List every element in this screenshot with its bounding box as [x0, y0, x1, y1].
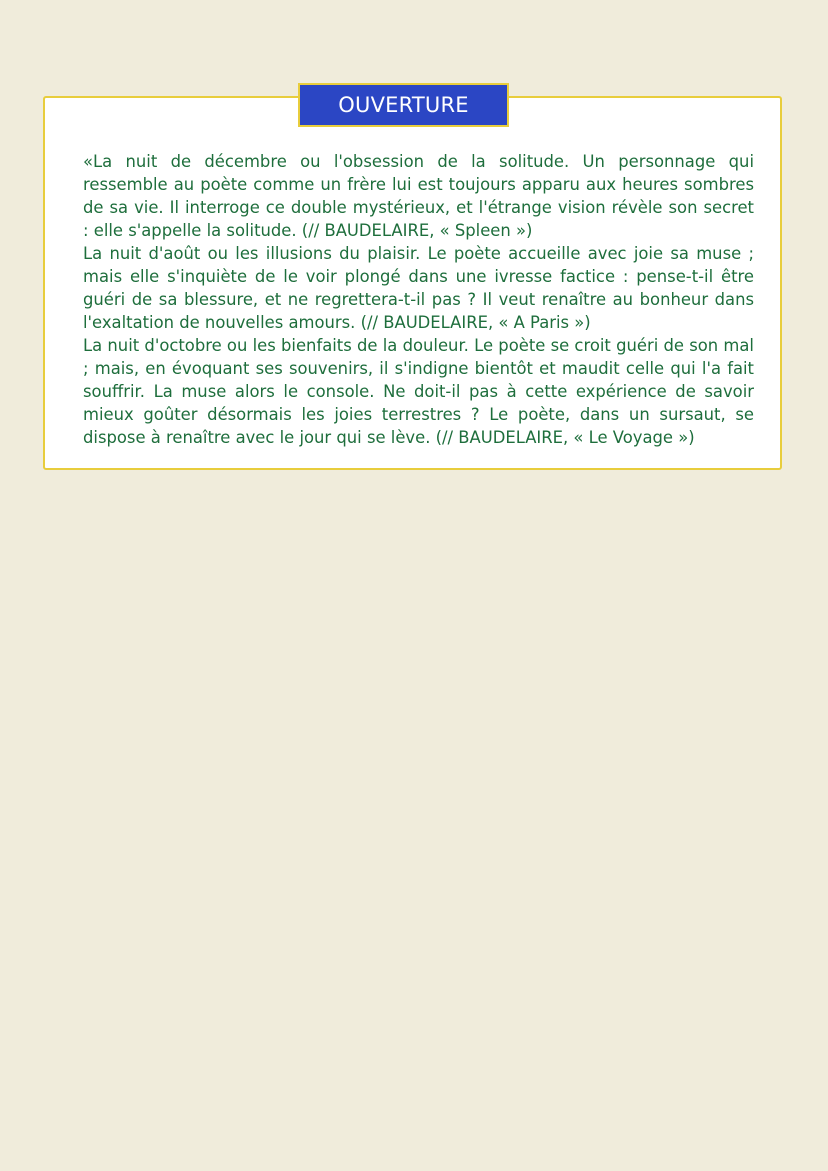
paragraph-nuit-d-octobre: La nuit d'octobre ou les bienfaits de la douleur. Le poète se croit guéri de son mal ; mais, en évoquant ses souvenirs, il s'indigne bientôt et maudit celle qui l'a fait souffrir. La muse alors le console. Ne doit-il pas à cette expérience de savoir mieux goûter désormais les joies terrestres ? Le poète, dans un sursaut, se dispose à renaître avec le jour qui se lève. (// BAUDELAIRE, « Le Voyage »): [83, 336, 754, 447]
paragraph-nuit-de-decembre: «La nuit de décembre ou l'obsession de la solitude. Un personnage qui ressemble au poète comme un frère lui est toujours apparu aux heures sombres de sa vie. Il interroge ce double mystérieux, et l'étrange vision révèle son secret : elle s'appelle la solitude. (// BAUDELAIRE, « Spleen »): [83, 152, 754, 240]
paragraph-nuit-d-aout: La nuit d'août ou les illusions du plaisir. Le poète accueille avec joie sa muse ; mais elle s'inquiète de le voir plongé dans une ivresse factice : pense-t-il être guéri de sa blessure, et ne regrettera-t-il pas ? Il veut renaître au bonheur dans l'exaltation de nouvelles amours. (// BAUDELAIRE, « A Paris »): [83, 244, 754, 332]
section-heading: [298, 83, 509, 127]
section-body: [83, 150, 754, 449]
section-heading-label: OUVERTURE: [338, 93, 469, 117]
